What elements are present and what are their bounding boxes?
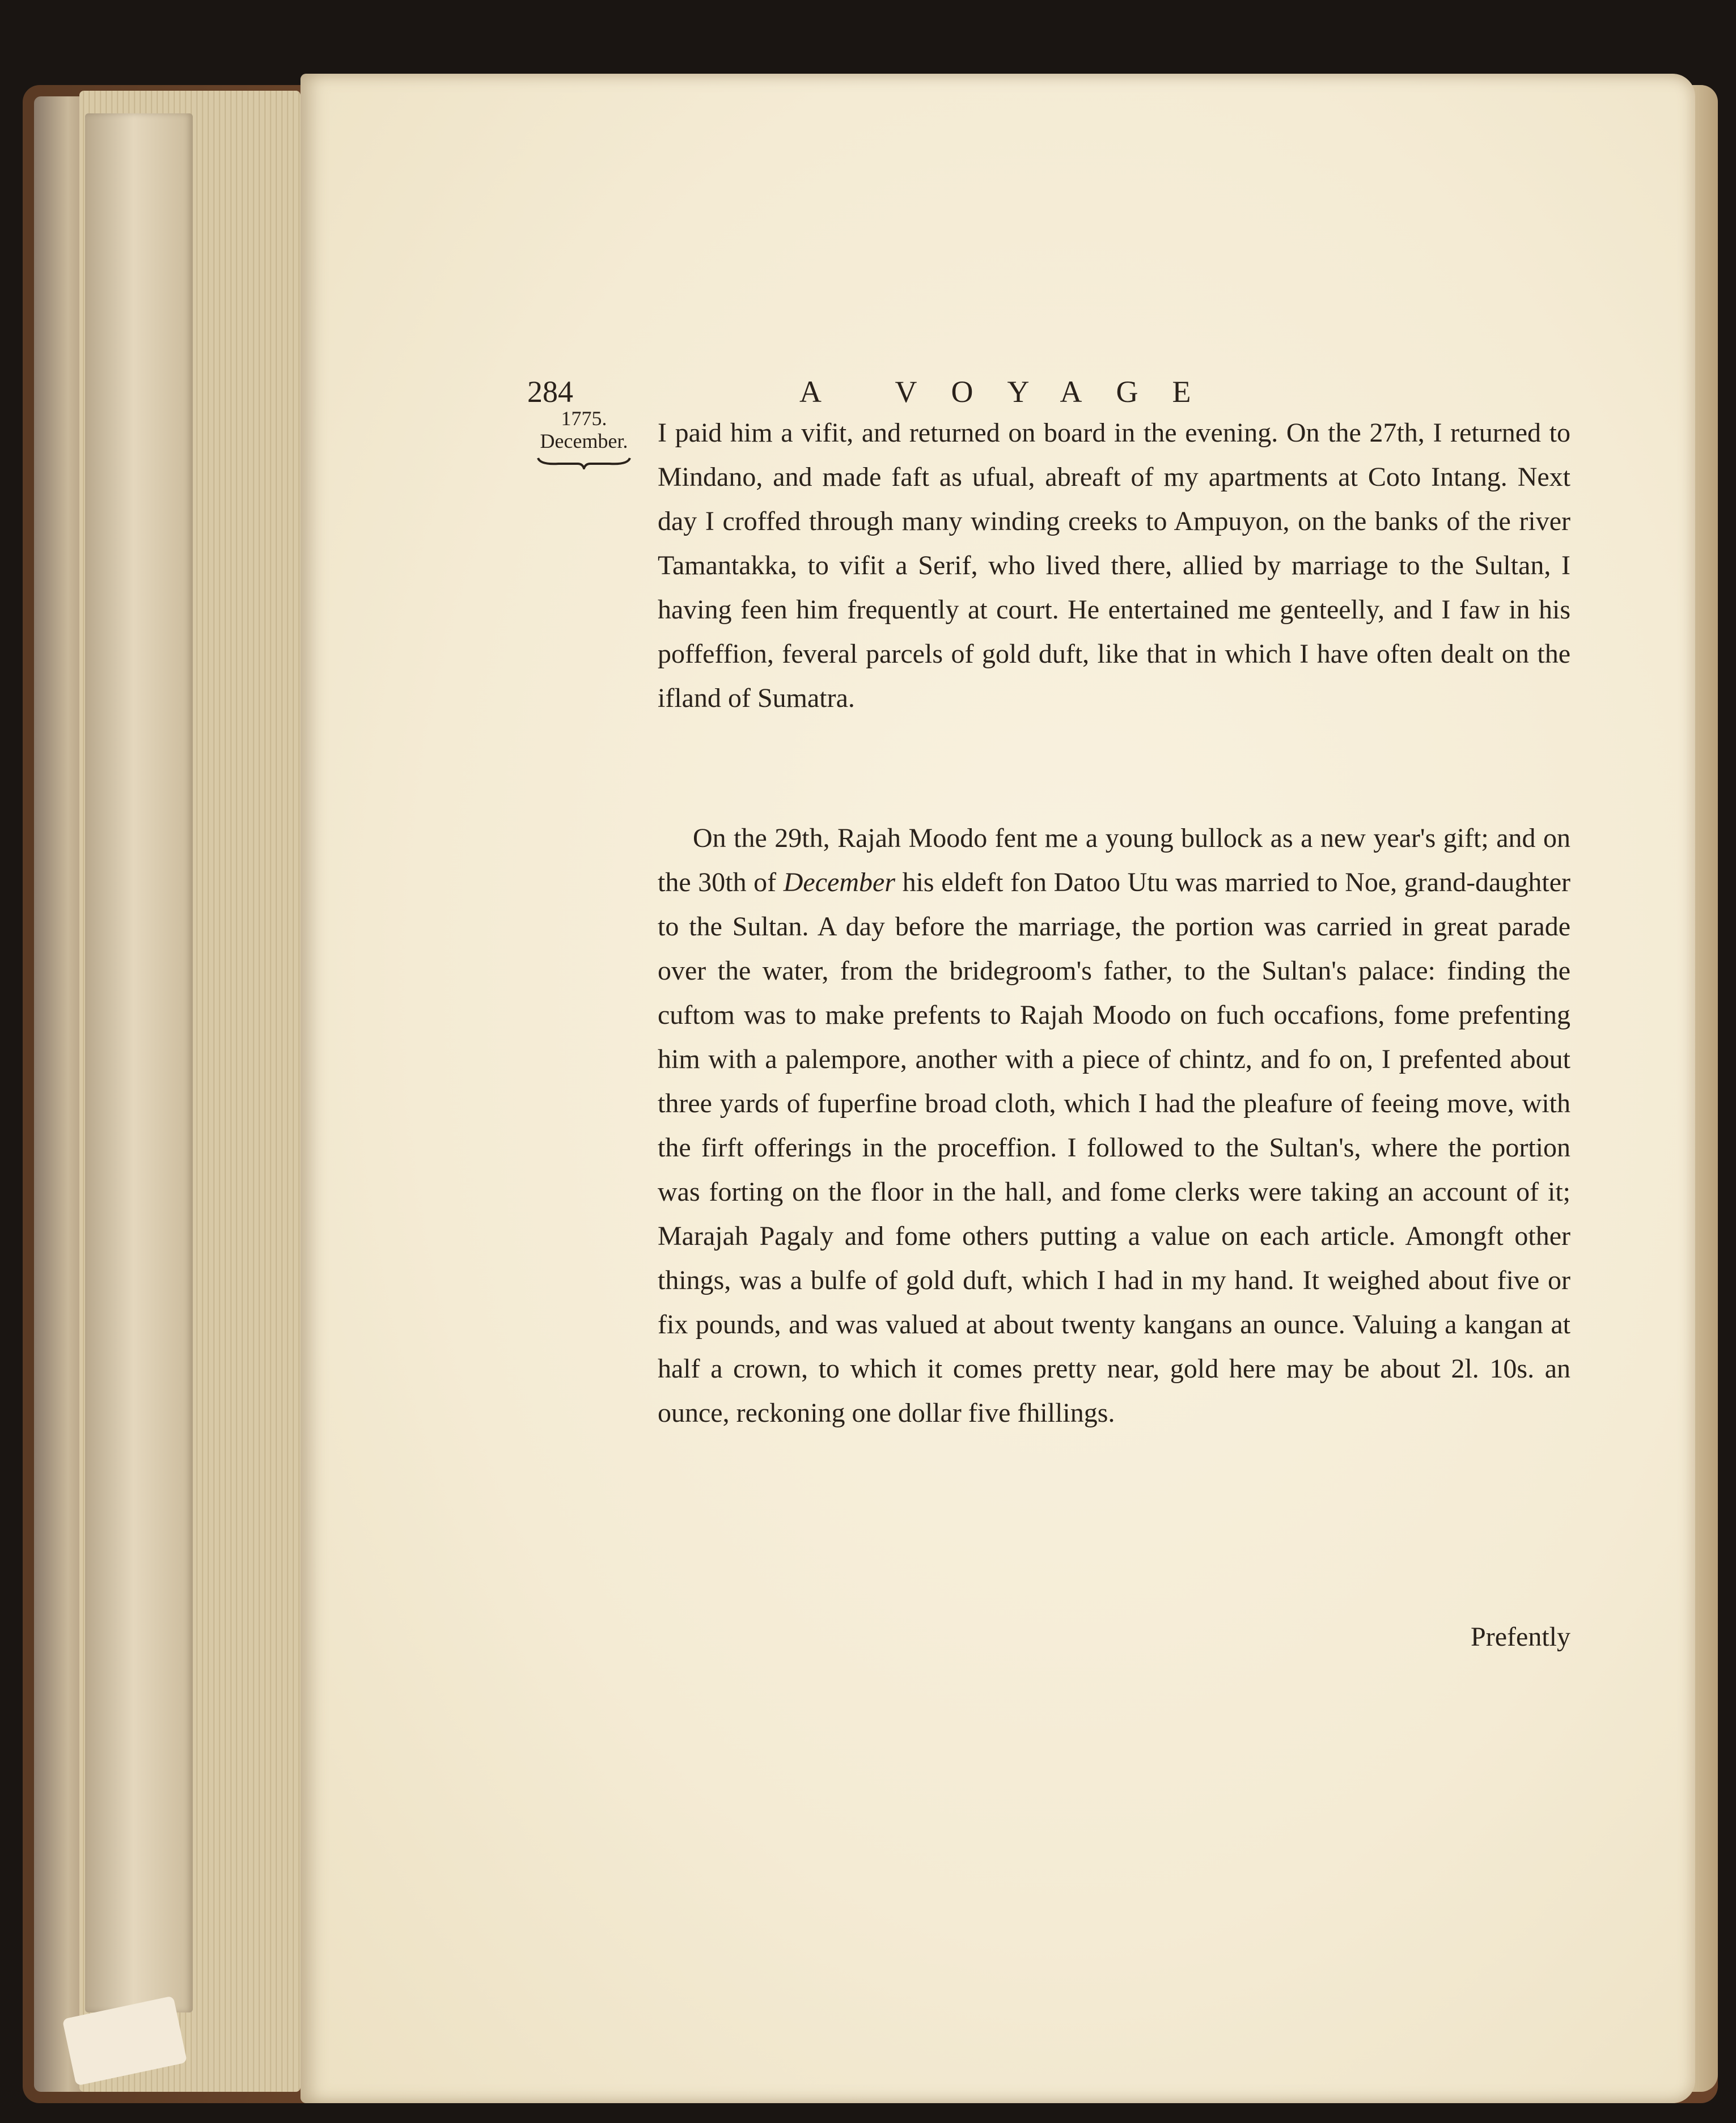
margin-year: 1775.	[561, 407, 607, 430]
margin-note	[527, 407, 641, 469]
torn-page-strip	[85, 113, 193, 2012]
paragraph-1: I paid him a vifit, and returned on board in the evening. On the 27th, I returned to Mindano, and made faft as ufual, abreaft of my apartments at Coto Intang. Next day I croffed through many winding creeks to Ampuyon, on the banks of the river Tamantakka, to vifit a Serif, who lived there, allied by marriage to the Sultan, I having feen him frequently at court. He entertained me genteelly, and I faw in his poffeffion, feveral parcels of gold duft, like that in which I have often dealt on the ifland of Sumatra.	[658, 418, 1570, 713]
running-head	[527, 374, 1304, 414]
paragraph-2-italic: December	[783, 867, 895, 897]
margin-month: December.	[540, 430, 628, 452]
brace-ornament-icon	[536, 455, 632, 469]
catchword: Prefently	[1471, 1622, 1570, 1652]
paragraph-2-text-a: On the 29th, Rajah Moodo fent me a young bullock as a new year's gift; and on the 30th of	[658, 823, 1570, 897]
paragraph-2-text-b: his eldeft fon Datoo Utu was married to Noe, grand-daughter to the Sultan. A day before the marriage, the portion was carried in great parade over the water, from the bridegroom's father, to the Sultan's palace: finding the cuftom was to make prefents to Rajah Moodo on fuch occafions, fome prefenting him with a palempore, another with a piece of chintz, and fo on, I prefented about three yards of fuperfine broad cloth, which I had the pleafure of feeing move, with the firft offerings in the proceffion. I followed to the Sultan's, where the portion was forting on the floor in the hall, and fome clerks were taking an account of it; Marajah Pagaly and fome others putting a value on each article. Amongft other things, was a bulfe of gold duft, which I had in my hand. It weighed about five or fix pounds, and was valued at about twenty kangans an ounce. Valuing a kangan at half a crown, to which it comes pretty near, gold here may be about 2l. 10s. an ounce, reckoning one dollar five fhillings.	[658, 867, 1570, 1428]
running-title: A VOYAGE	[799, 375, 1225, 409]
paragraph-2	[658, 816, 1570, 1435]
page-number: 284	[527, 375, 573, 409]
